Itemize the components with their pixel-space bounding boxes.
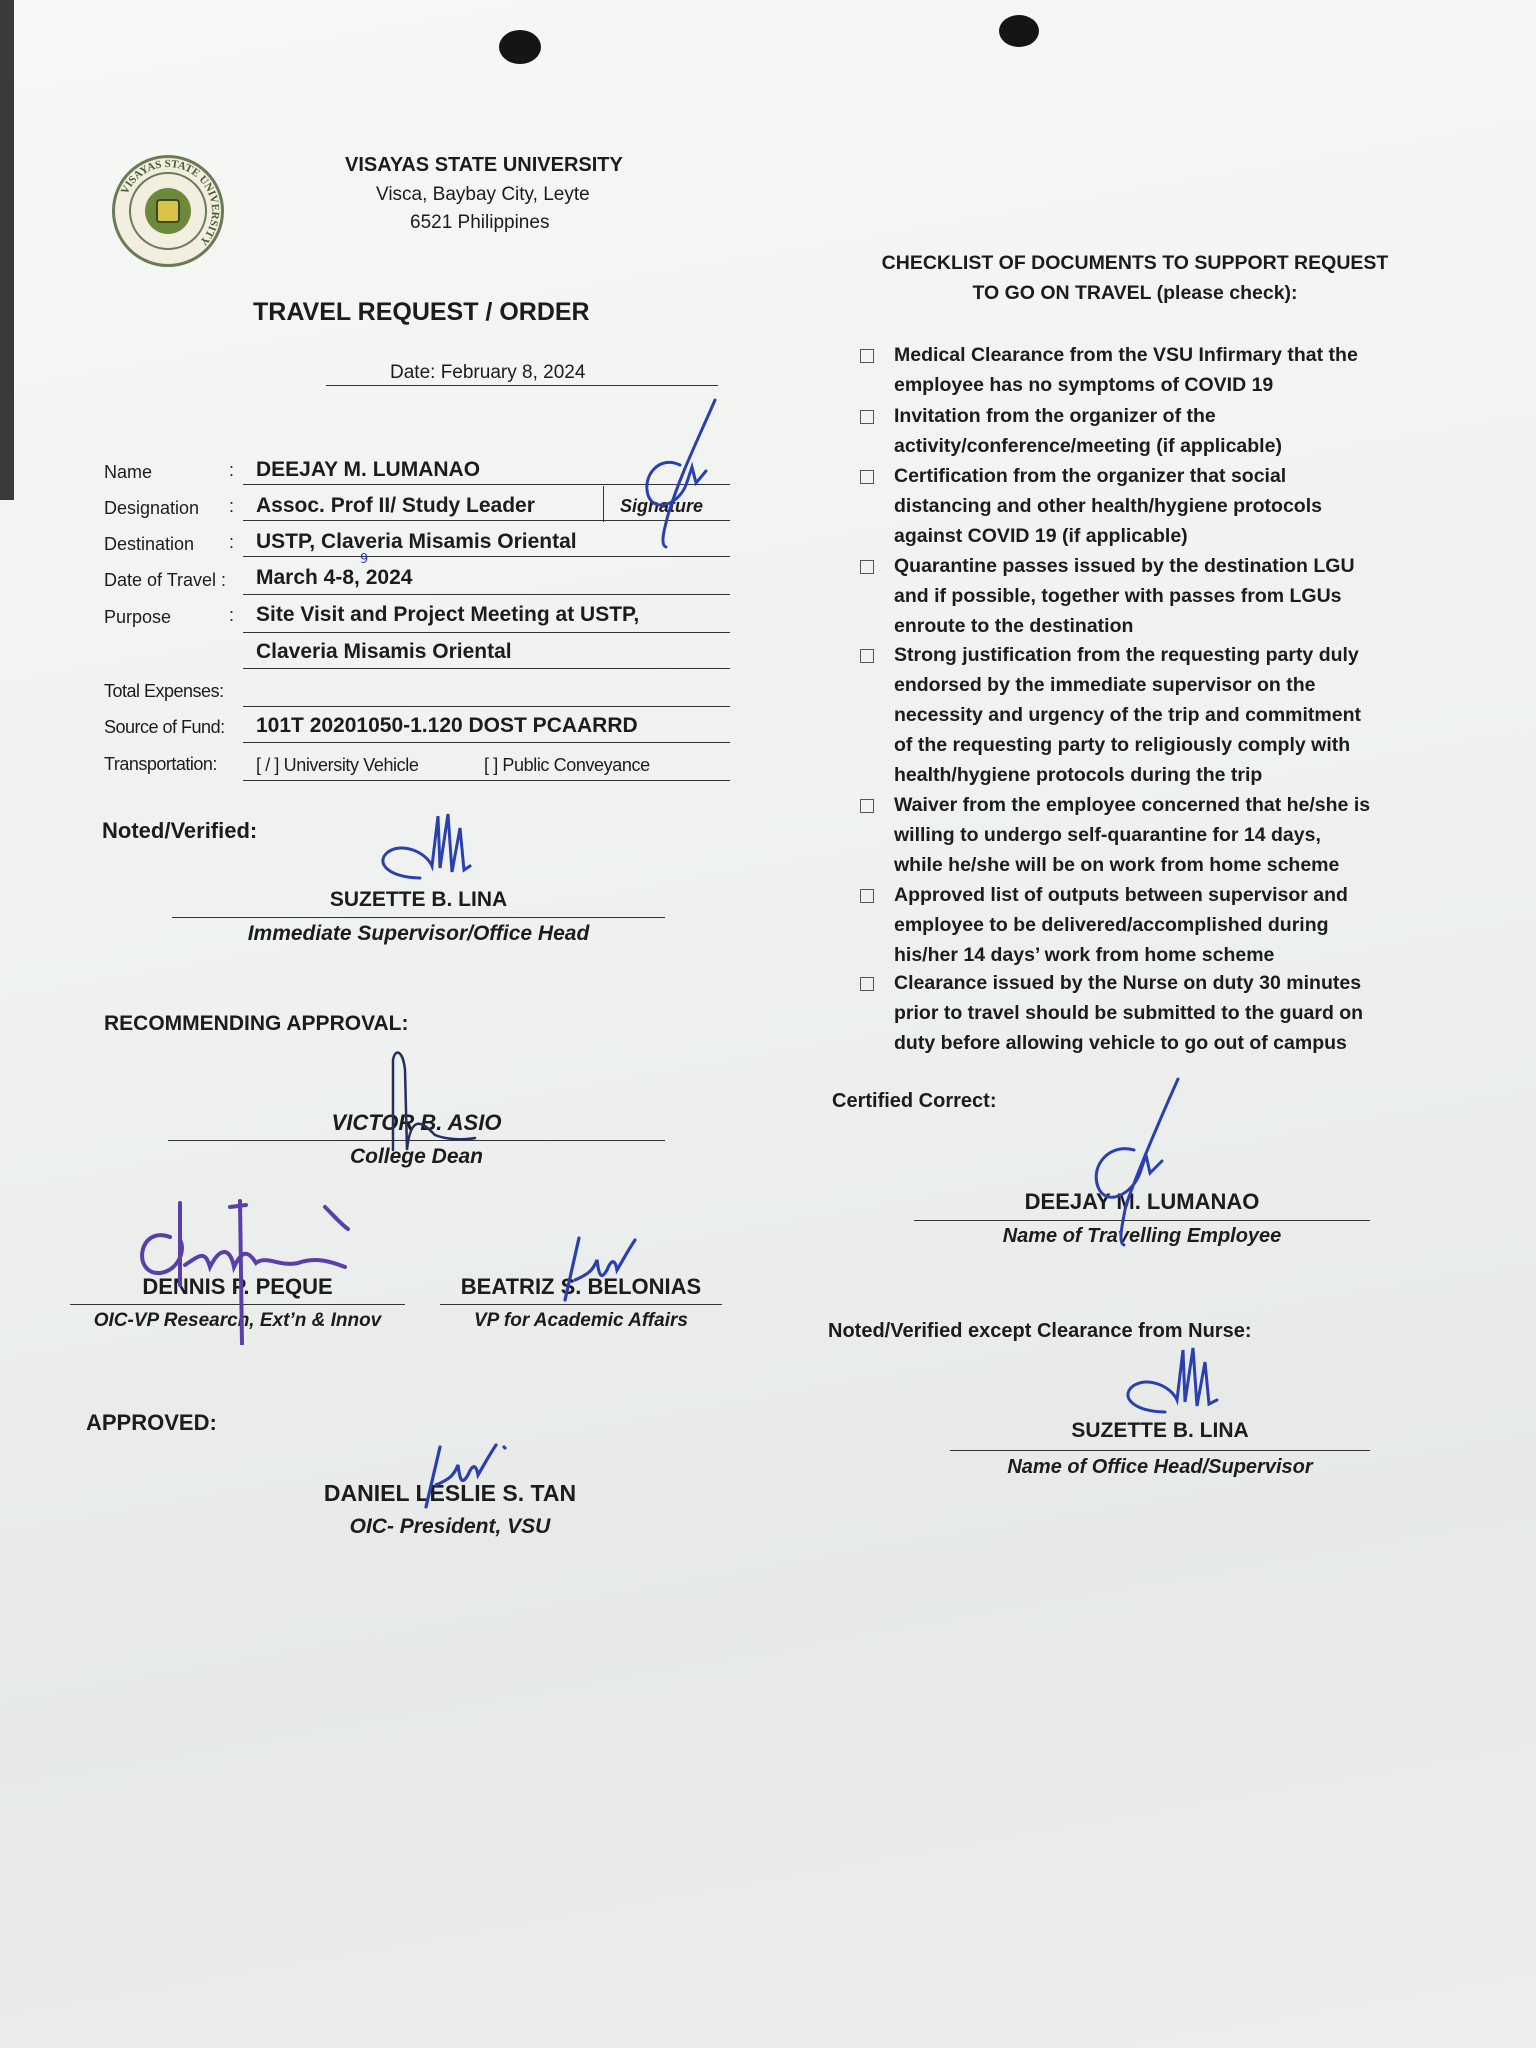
source-of-fund-label: Source of Fund:	[104, 717, 225, 737]
checkbox[interactable]	[860, 470, 874, 484]
approved-role: OIC- President, VSU	[349, 1515, 551, 1538]
checklist-item-text: and if possible, together with passes from LGUs	[894, 585, 1342, 607]
checklist-item-text: employee to be delivered/accomplished during	[894, 914, 1329, 936]
date-underline	[326, 385, 718, 386]
checklist-item-text: his/her 14 days’ work from home scheme	[894, 944, 1275, 966]
recommending-name: VICTOR B. ASIO	[331, 1110, 502, 1135]
recommending-role: College Dean	[349, 1145, 484, 1168]
transportation-label: Transportation:	[104, 754, 217, 774]
seal-text: VISAYAS STATE UNIVERSITY	[118, 157, 222, 248]
purpose-label: Purpose	[104, 607, 172, 627]
destination-colon: :	[229, 532, 235, 552]
checklist-item-text: Strong justification from the requesting party duly	[894, 644, 1359, 666]
noted-nurse-name: SUZETTE B. LINA	[1071, 1419, 1249, 1442]
approver2-role: VP for Academic Affairs	[473, 1310, 688, 1331]
checklist-item-text: necessity and urgency of the trip and commitment	[894, 704, 1362, 726]
checklist-item-text: duty before allowing vehicle to go out of campus	[894, 1032, 1347, 1054]
noted-signature-image	[370, 808, 480, 888]
recommending-signature-line	[168, 1140, 665, 1141]
checklist-item-text: health/hygiene protocols during the trip	[894, 764, 1263, 786]
noted-nurse-signature-line	[950, 1450, 1370, 1451]
approver2-name: BEATRIZ S. BELONIAS	[460, 1274, 702, 1299]
approver1-name: DENNIS P. PEQUE	[142, 1274, 333, 1299]
checklist-item-text: of the requesting party to religiously comply with	[894, 734, 1351, 756]
name-label: Name	[104, 462, 153, 482]
applicant-signature-image	[620, 395, 730, 565]
name-colon: :	[229, 460, 235, 480]
checklist-item-text: employee has no symptoms of COVID 19	[894, 374, 1274, 396]
option-public-conveyance: [ ] Public Conveyance	[484, 755, 650, 775]
checkbox[interactable]	[860, 889, 874, 903]
date-of-travel-underline	[243, 594, 730, 595]
certified-correct-label: Certified Correct:	[832, 1090, 997, 1112]
approver2-signature-line	[440, 1304, 722, 1305]
date-correction-mark: 9	[360, 552, 369, 567]
checklist-item-text: distancing and other health/hygiene protocols	[894, 495, 1322, 517]
checklist-title-line2: TO GO ON TRAVEL (please check):	[972, 282, 1298, 304]
scan-edge-shadow	[0, 0, 14, 500]
destination-underline	[243, 556, 730, 557]
checklist-item-text: against COVID 19 (if applicable)	[894, 525, 1188, 547]
approver1-role: OIC-VP Research, Ext’n & Innov	[93, 1310, 382, 1331]
noted-signature-line	[172, 917, 665, 918]
certified-role: Name of Travelling Employee	[1002, 1225, 1282, 1247]
checklist-item-text: Invitation from the organizer of the	[894, 405, 1216, 427]
total-expenses-underline	[243, 706, 730, 707]
punch-hole-right	[999, 15, 1039, 47]
date-of-travel-value: March 4-8, 2024	[256, 566, 413, 589]
name-underline	[243, 484, 730, 485]
noted-nurse-signature-image	[1115, 1340, 1225, 1420]
checkbox[interactable]	[860, 977, 874, 991]
university-seal	[112, 155, 224, 267]
checklist-item-text: while he/she will be on work from home scheme	[894, 854, 1340, 876]
checkbox[interactable]	[860, 410, 874, 424]
checkbox[interactable]	[860, 349, 874, 363]
punch-hole-left	[499, 30, 541, 64]
purpose-colon: :	[229, 605, 235, 625]
form-date: Date: February 8, 2024	[390, 362, 586, 383]
university-postal: 6521 Philippines	[410, 212, 550, 233]
noted-name: SUZETTE B. LINA	[329, 888, 508, 911]
purpose-underline-2	[243, 668, 730, 669]
checklist-item-text: Waiver from the employee concerned that he/she is	[894, 794, 1371, 816]
university-name: VISAYAS STATE UNIVERSITY	[345, 154, 623, 176]
approver1-signature-line	[70, 1304, 405, 1305]
approved-name: DANIEL LESLIE S. TAN	[323, 1480, 577, 1506]
certified-signature-line	[914, 1220, 1370, 1221]
checklist-item-text: Medical Clearance from the VSU Infirmary that the	[894, 344, 1358, 366]
name-value: DEEJAY M. LUMANAO	[256, 458, 481, 481]
noted-except-nurse-label: Noted/Verified except Clearance from Nurse:	[828, 1320, 1252, 1342]
purpose-value-line2: Claveria Misamis Oriental	[256, 640, 512, 663]
purpose-underline-1	[243, 632, 730, 633]
date-of-travel-label: Date of Travel :	[104, 570, 227, 590]
noted-verified-label: Noted/Verified:	[102, 818, 258, 843]
checklist-item-text: enroute to the destination	[894, 615, 1134, 637]
checklist-title-line1: CHECKLIST OF DOCUMENTS TO SUPPORT REQUEST	[881, 252, 1389, 274]
destination-value: USTP, Claveria Misamis Oriental	[256, 530, 577, 553]
checklist-item-text: Clearance issued by the Nurse on duty 30 minutes	[894, 972, 1362, 994]
certified-name: DEEJAY M. LUMANAO	[1024, 1189, 1260, 1214]
transportation-underline	[243, 780, 730, 781]
option-university-vehicle: [ / ] University Vehicle	[256, 755, 419, 775]
total-expenses-label: Total Expenses:	[104, 681, 224, 701]
checklist-item-text: Quarantine passes issued by the destination LGU	[894, 555, 1355, 577]
checklist-item-text: Certification from the organizer that social	[894, 465, 1287, 487]
purpose-value-line1: Site Visit and Project Meeting at USTP,	[256, 603, 640, 626]
designation-colon: :	[229, 496, 235, 516]
designation-underline	[243, 520, 730, 521]
destination-label: Destination	[104, 534, 195, 554]
source-of-fund-underline	[243, 742, 730, 743]
form-title: TRAVEL REQUEST / ORDER	[253, 298, 590, 326]
checklist-item-text: prior to travel should be submitted to the guard on	[894, 1002, 1364, 1024]
signature-label: Signature	[620, 496, 704, 516]
checklist-item-text: willing to undergo self-quarantine for 14 days,	[894, 824, 1321, 846]
noted-nurse-role: Name of Office Head/Supervisor	[1007, 1456, 1313, 1478]
checkbox[interactable]	[860, 649, 874, 663]
designation-value: Assoc. Prof II/ Study Leader	[256, 494, 535, 517]
approved-label: APPROVED:	[86, 1410, 217, 1435]
svg-text:VISAYAS STATE UNIVERSITY	[119, 158, 221, 248]
recommending-signature-image	[375, 1040, 485, 1160]
source-of-fund-value: 101T 20201050-1.120 DOST PCAARRD	[256, 714, 638, 737]
designation-label: Designation	[104, 498, 200, 518]
checkbox[interactable]	[860, 799, 874, 813]
checklist-item-text: Approved list of outputs between supervisor and	[894, 884, 1348, 906]
checkbox[interactable]	[860, 560, 874, 574]
recommending-approval-label: RECOMMENDING APPROVAL:	[104, 1012, 409, 1035]
checklist-item-text: activity/conference/meeting (if applicable)	[894, 435, 1282, 457]
checklist-item-text: endorsed by the immediate supervisor on the	[894, 674, 1316, 696]
university-address: Visca, Baybay City, Leyte	[376, 184, 590, 205]
signature-divider	[603, 486, 604, 522]
noted-role: Immediate Supervisor/Office Head	[247, 922, 590, 945]
